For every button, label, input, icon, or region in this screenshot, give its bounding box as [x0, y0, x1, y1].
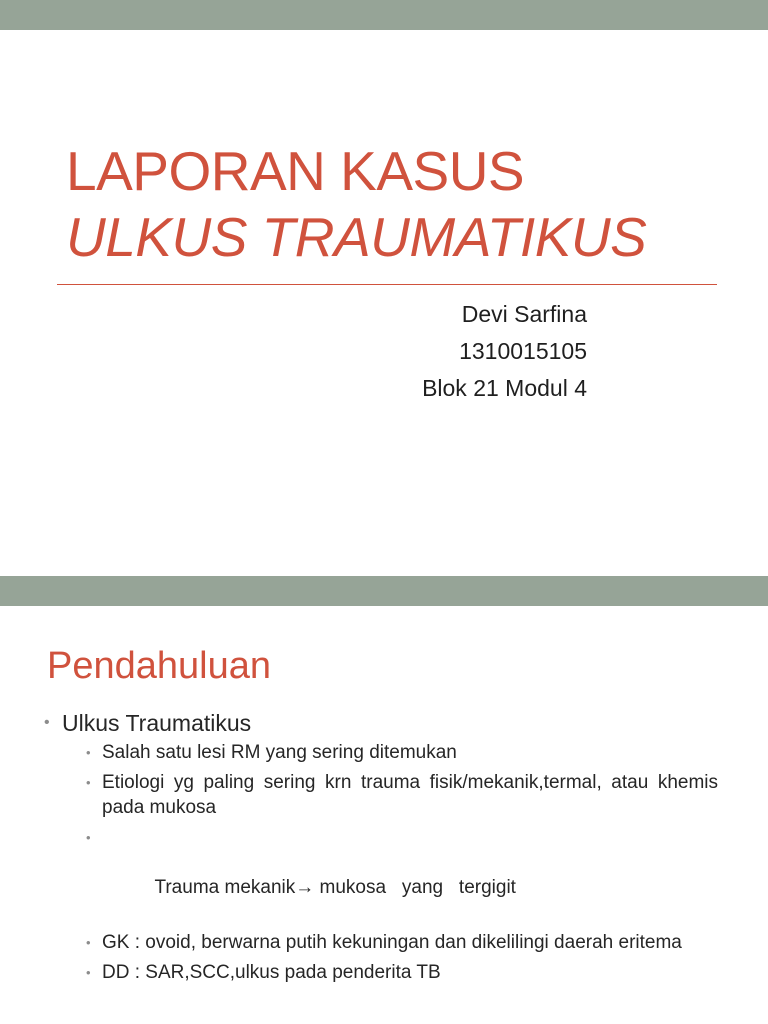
author-name: Devi Sarfina	[461, 301, 587, 327]
sub-bullet-item	[62, 740, 718, 765]
sub-bullet-item	[62, 825, 718, 925]
sub-bullet-list	[62, 740, 718, 985]
sub-bullet-text: Etiologi yg paling sering krn trauma fisik/mekanik,termal, atau khemis pada mukosa	[102, 772, 718, 818]
student-id: 1310015105	[459, 338, 587, 364]
bullet-dot-icon: •	[86, 775, 91, 790]
title-divider	[57, 284, 717, 285]
bullet-dot-icon: •	[86, 965, 91, 980]
bullet-item	[44, 706, 718, 985]
title-line-2: ULKUS TRAUMATIKUS	[66, 206, 647, 268]
slide-title	[66, 138, 646, 270]
sub-bullet-item	[62, 770, 718, 820]
bullet-dot-icon: •	[86, 935, 91, 950]
slide-top-band	[0, 0, 768, 30]
sub-bullet-text: Salah satu lesi RM yang sering ditemukan	[102, 742, 457, 763]
bullet-list	[44, 706, 718, 990]
bullet-text: Ulkus Traumatikus	[62, 710, 252, 736]
module-label: Blok 21 Modul 4	[422, 375, 587, 401]
slide-top-band	[0, 576, 768, 606]
sub-bullet-item	[62, 960, 718, 985]
bullet-dot-icon: •	[86, 830, 91, 845]
slide-title: Pendahuluan	[47, 645, 271, 687]
sub-bullet-text: GK : ovoid, berwarna putih kekuningan dan dikelilingi daerah eritema	[102, 932, 682, 953]
content-slide	[0, 606, 768, 1024]
bullet-dot-icon: •	[86, 745, 91, 760]
title-slide	[0, 30, 768, 576]
subtitle-block	[422, 296, 587, 407]
sub-bullet-item	[62, 930, 718, 955]
bullet-dot-icon: •	[44, 714, 50, 731]
title-line-1: LAPORAN KASUS	[66, 140, 525, 202]
sub-bullet-text: DD : SAR,SCC,ulkus pada penderita TB	[102, 962, 441, 983]
sub-bullet-text: Trauma mekanik→ mukosa yang tergigit	[154, 877, 516, 898]
